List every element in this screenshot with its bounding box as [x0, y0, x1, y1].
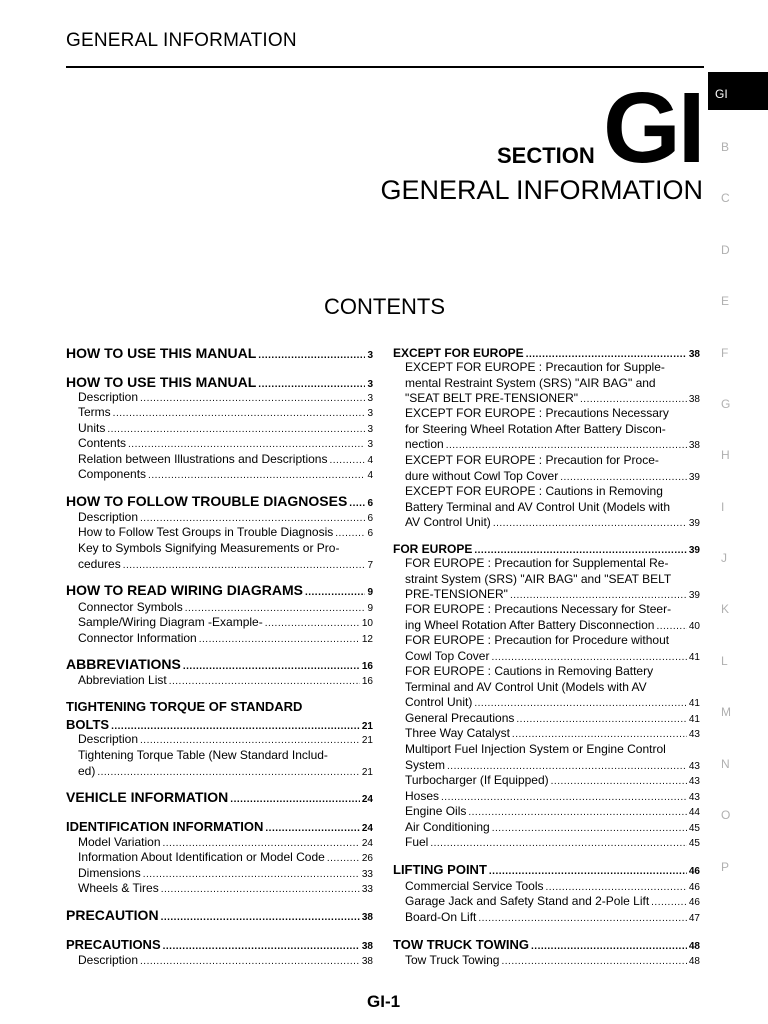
contents-title: CONTENTS: [324, 294, 445, 319]
toc-entry[interactable]: [405, 602, 700, 634]
toc-page-number: 6: [367, 498, 373, 509]
toc-entry-title-line: Multiport Fuel Injection System or Engine Control: [405, 742, 666, 756]
toc-leader: [148, 468, 365, 484]
toc-entry-title: nection: [405, 437, 444, 451]
toc-leader: [128, 437, 365, 453]
toc-entry-title-line: Terminal and AV Control Unit (Models with AV: [405, 679, 647, 694]
toc-entry[interactable]: [405, 894, 700, 911]
tab-d[interactable]: [708, 231, 768, 269]
tab-label: K: [721, 602, 730, 616]
toc-entry[interactable]: [78, 467, 373, 484]
toc-entry[interactable]: [78, 405, 373, 422]
tab-k[interactable]: [708, 590, 768, 628]
toc-entry-title-line: Tightening Torque Table (New Standard Includ-: [78, 748, 328, 762]
toc-leader: [493, 516, 687, 532]
toc-leader: [491, 650, 686, 666]
toc-page-number: 43: [688, 776, 700, 787]
toc-page-number: 9: [367, 587, 373, 598]
toc-entry-title: cedures: [78, 556, 121, 571]
toc-page-number: 38: [361, 912, 373, 923]
tab-label: N: [721, 757, 730, 771]
toc-section-title: LIFTING POINT: [393, 862, 487, 877]
toc-leader: [161, 909, 360, 926]
toc-page-number: 16: [361, 676, 373, 687]
toc-section[interactable]: [66, 582, 373, 601]
section-label: SECTION: [497, 143, 595, 168]
tab-m[interactable]: [708, 693, 768, 731]
toc-entry[interactable]: [405, 556, 700, 604]
toc-leader: [430, 836, 687, 852]
tab-p[interactable]: [708, 848, 768, 886]
tab-n[interactable]: [708, 745, 768, 783]
toc-entry[interactable]: [78, 525, 373, 542]
toc-entry-title-line: for Steering Wheel Rotation After Battery Discon-: [405, 421, 666, 436]
toc-section[interactable]: [66, 907, 373, 926]
toc-entry-title-line: FOR EUROPE : Precaution for Procedure without: [405, 633, 670, 647]
toc-entry[interactable]: [78, 436, 373, 453]
toc-section-title: HOW TO FOLLOW TROUBLE DIAGNOSES: [66, 493, 348, 509]
toc-leader: [512, 727, 687, 743]
tab-label: I: [721, 500, 725, 514]
toc-entry-title: Description: [78, 390, 139, 404]
toc-entry-title: Description: [78, 732, 139, 746]
toc-entry-title-line: FOR EUROPE : Precautions Necessary for Steer-: [405, 602, 672, 616]
toc-entry-title-line: Key to Symbols Signifying Measurements or Pro-: [78, 541, 340, 555]
toc-entry-title: Wheels & Tires: [78, 881, 159, 895]
toc-entry-title: dure without Cowl Top Cover: [405, 468, 559, 483]
tab-label: G: [721, 397, 731, 411]
page-number: GI-1: [367, 992, 401, 1011]
tab-label: B: [721, 140, 730, 154]
toc-leader: [97, 765, 360, 781]
toc-entry-title: General Precautions: [405, 711, 515, 725]
toc-page-number: 21: [361, 721, 373, 732]
tab-label: J: [721, 551, 727, 565]
toc-page-number: 39: [688, 518, 700, 529]
toc-leader: [446, 438, 687, 454]
toc-entry-title: Sample/Wiring Diagram -Example-: [78, 615, 263, 629]
toc-entry-title: Dimensions: [78, 866, 141, 880]
toc-page-number: 39: [688, 471, 700, 483]
toc-entry-title: Contents: [78, 436, 127, 450]
tab-label: C: [721, 191, 730, 205]
toc-entry[interactable]: [78, 732, 373, 749]
toc-entry-title-line: Battery Terminal and AV Control Unit (Models with: [405, 499, 671, 514]
toc-entry-title: Air Conditioning: [405, 820, 490, 834]
toc-entry-title: Three Way Catalyst: [405, 726, 510, 740]
toc-entry[interactable]: [405, 726, 700, 743]
header-rule: [66, 66, 704, 68]
section-code: GI: [603, 72, 703, 184]
toc-page-number: 21: [361, 735, 373, 746]
toc-entry-title-line: FOR EUROPE : Cautions in Removing Battery: [405, 664, 654, 678]
toc-entry-title: Terms: [78, 405, 111, 419]
toc-entry[interactable]: [405, 360, 700, 408]
toc-leader: [651, 895, 687, 911]
toc-page-number: 3: [367, 408, 373, 419]
toc-entry-title: Hoses: [405, 789, 440, 803]
toc-entry-title: Model Variation: [78, 835, 161, 849]
toc-entry-title: Connector Symbols: [78, 600, 183, 614]
tab-j[interactable]: [708, 539, 768, 577]
toc-page-number: 6: [367, 513, 373, 524]
tab-f[interactable]: [708, 334, 768, 372]
toc-page-number: 9: [367, 603, 373, 614]
toc-entry-title-line: EXCEPT FOR EUROPE : Precaution for Supple-: [405, 360, 665, 374]
toc-leader: [489, 863, 687, 880]
toc-entry-title: ing Wheel Rotation After Battery Disconnection: [405, 617, 655, 632]
toc-page-number: 39: [688, 590, 700, 601]
toc-entry[interactable]: [405, 664, 700, 712]
toc-leader: [140, 733, 360, 749]
toc-entry-title: Information About Identification or Model Code: [78, 850, 325, 864]
tab-label: D: [721, 243, 730, 257]
tab-label: M: [721, 705, 731, 719]
toc-page-number: 24: [361, 823, 373, 834]
tab-e[interactable]: [708, 282, 768, 320]
toc-page-number: 40: [688, 620, 700, 632]
toc-entry-title: "SEAT BELT PRE-TENSIONER": [405, 391, 579, 405]
toc-entry[interactable]: [405, 633, 700, 665]
tab-o[interactable]: [708, 796, 768, 834]
toc-page-number: 4: [367, 470, 373, 481]
toc-page-number: 3: [367, 393, 373, 404]
toc-section-title: HOW TO USE THIS MANUAL: [66, 345, 257, 361]
toc-leader: [305, 584, 365, 601]
toc-leader: [551, 774, 687, 790]
toc-entry-title-line: EXCEPT FOR EUROPE : Precautions Necessary: [405, 406, 669, 420]
toc-page-number: 33: [361, 884, 373, 895]
tab-label: F: [721, 346, 729, 360]
toc-leader: [656, 619, 686, 635]
toc-entry-title: Connector Information: [78, 631, 197, 645]
toc-page-number: 44: [688, 807, 700, 818]
toc-page-number: 10: [361, 618, 373, 629]
toc-entry[interactable]: [78, 673, 373, 690]
toc-entry-title: Board-On Lift: [405, 910, 477, 924]
toc-entry[interactable]: [78, 748, 373, 780]
toc-section-title: TOW TRUCK TOWING: [393, 937, 530, 952]
toc-page-number: 43: [688, 792, 700, 803]
toc-page-number: 46: [688, 897, 700, 908]
toc-page-number: 38: [688, 440, 700, 451]
toc-entry[interactable]: [405, 953, 700, 970]
toc-page-number: 48: [688, 956, 700, 967]
toc-section-title: PRECAUTION: [66, 907, 159, 923]
toc-page-number: 38: [361, 941, 373, 952]
toc-leader: [161, 882, 360, 898]
toc-section-title: ABBREVIATIONS: [66, 656, 181, 672]
toc-page-number: 4: [367, 455, 373, 466]
toc-section-title: IDENTIFICATION INFORMATION: [66, 819, 264, 834]
toc-entry[interactable]: [78, 615, 373, 632]
tab-label: P: [721, 860, 730, 874]
toc-entry[interactable]: [405, 835, 700, 852]
toc-section[interactable]: [393, 861, 700, 880]
toc-entry-title: ed): [78, 763, 96, 778]
toc-entry-title: How to Follow Test Groups in Trouble Diagnosis: [78, 525, 334, 539]
toc-entry-title: PRE-TENSIONER": [405, 587, 508, 601]
toc-entry-title: Commercial Service Tools: [405, 879, 544, 893]
toc-page-number: 41: [688, 651, 700, 663]
toc-section-title: BOLTS: [66, 717, 110, 732]
toc-entry-title-line: FOR EUROPE : Precaution for Supplemental Re-: [405, 556, 669, 570]
toc-section-title: HOW TO USE THIS MANUAL: [66, 374, 257, 390]
toc-section[interactable]: [66, 789, 373, 808]
toc-leader: [478, 911, 687, 927]
toc-section-title: HOW TO READ WIRING DIAGRAMS: [66, 582, 303, 598]
toc-entry[interactable]: [405, 742, 700, 774]
toc-leader: [501, 954, 686, 970]
toc-page-number: 6: [367, 528, 373, 539]
toc-section-title-line: TIGHTENING TORQUE OF STANDARD: [66, 699, 303, 714]
toc-entry[interactable]: [405, 773, 700, 790]
toc-page-number: 7: [367, 559, 373, 571]
toc-entry-title: Engine Oils: [405, 804, 467, 818]
tab-b[interactable]: [708, 128, 768, 166]
toc-entry-title: Fuel: [405, 835, 429, 849]
tab-label: GI: [715, 87, 728, 101]
toc-page-number: 3: [367, 350, 373, 361]
toc-entry[interactable]: [405, 453, 700, 485]
toc-entry-title: Abbreviation List: [78, 673, 167, 687]
tab-g[interactable]: [708, 385, 768, 423]
toc-leader: [468, 805, 687, 821]
toc-page-number: 12: [361, 634, 373, 645]
toc-entry[interactable]: [78, 850, 373, 867]
toc-entry[interactable]: [78, 631, 373, 648]
toc-leader: [230, 791, 360, 808]
toc-leader: [258, 347, 365, 364]
toc-page-number: 38: [688, 349, 700, 360]
toc-leader: [113, 406, 366, 422]
toc-entry-title: Cowl Top Cover: [405, 648, 490, 663]
toc-entry-title-line: straint System (SRS) "AIR BAG" and "SEAT BELT: [405, 571, 672, 586]
toc-entry-title: System: [405, 757, 446, 772]
toc-entry-title-line: EXCEPT FOR EUROPE : Cautions in Removing: [405, 484, 663, 498]
section-name: GENERAL INFORMATION: [380, 175, 703, 205]
toc-leader: [169, 674, 360, 690]
toc-page-number: 3: [367, 379, 373, 390]
toc-page-number: 45: [688, 823, 700, 834]
toc-leader: [265, 616, 360, 632]
toc-entry[interactable]: [78, 541, 373, 573]
tab-gi[interactable]: [708, 72, 768, 110]
toc-entry-title-line: EXCEPT FOR EUROPE : Precaution for Proce-: [405, 453, 659, 467]
toc-page-number: 48: [688, 941, 700, 952]
toc-entry-title: Garage Jack and Safety Stand and 2-Pole Lift: [405, 894, 650, 908]
toc-page-number: 41: [688, 698, 700, 709]
toc-leader: [327, 851, 360, 867]
toc-entry-title: Description: [78, 953, 139, 967]
tab-label: L: [721, 654, 728, 668]
tab-label: H: [721, 448, 730, 462]
toc-section-title: FOR EUROPE: [393, 542, 473, 556]
toc-page-number: 43: [688, 729, 700, 740]
toc-leader: [335, 526, 365, 542]
toc-page-number: 26: [361, 853, 373, 864]
toc-page-number: 45: [688, 838, 700, 849]
toc-page-number: 38: [688, 394, 700, 405]
tab-h[interactable]: [708, 436, 768, 474]
toc-entry[interactable]: [405, 804, 700, 821]
toc-page-number: 41: [688, 714, 700, 725]
toc-page-number: 16: [361, 661, 373, 672]
tab-c[interactable]: [708, 179, 768, 217]
toc-entry-title: Control Unit): [405, 695, 473, 709]
toc-page-number: 33: [361, 869, 373, 880]
toc-entry-title-line: mental Restraint System (SRS) "AIR BAG" and: [405, 375, 656, 390]
toc-entry-title: Components: [78, 467, 147, 481]
toc-entry-title: Units: [78, 421, 106, 435]
toc-leader: [474, 696, 687, 712]
toc-page-number: 21: [361, 766, 373, 778]
toc-page-number: 24: [361, 838, 373, 849]
toc-section-title: VEHICLE INFORMATION: [66, 789, 229, 805]
toc-section-title: EXCEPT FOR EUROPE: [393, 346, 524, 360]
toc-page-number: 24: [361, 794, 373, 805]
toc-entry[interactable]: [405, 484, 700, 532]
toc-entry-title: Relation between Illustrations and Descriptions: [78, 452, 328, 466]
tab-label: O: [721, 808, 731, 822]
tab-i[interactable]: [708, 488, 768, 526]
toc-entry-title: Tow Truck Towing: [405, 953, 500, 967]
toc-entry-title: AV Control Unit): [405, 515, 491, 529]
toc-entry[interactable]: [405, 406, 700, 454]
toc-entry-title: Description: [78, 510, 139, 524]
toc-leader: [199, 632, 360, 648]
toc-page-number: 3: [367, 424, 373, 435]
tab-l[interactable]: [708, 642, 768, 680]
toc-entry[interactable]: [78, 953, 373, 970]
toc-section-title: PRECAUTIONS: [66, 937, 161, 952]
toc-page-number: 38: [361, 956, 373, 967]
toc-entry[interactable]: [405, 910, 700, 927]
toc-page-number: 46: [688, 882, 700, 893]
toc-entry[interactable]: [78, 881, 373, 898]
toc-page-number: 43: [688, 760, 700, 772]
toc-page-number: 47: [688, 913, 700, 924]
running-header-title: GENERAL INFORMATION: [66, 30, 297, 51]
toc-page-number: 46: [688, 866, 700, 877]
toc-section[interactable]: [66, 345, 373, 364]
toc-leader: [560, 470, 687, 486]
toc-page-number: 39: [688, 545, 700, 556]
toc-leader: [123, 558, 366, 574]
tab-label: E: [721, 294, 730, 308]
toc-section[interactable]: [66, 698, 373, 735]
toc-entry-title: Turbocharger (If Equipped): [405, 773, 549, 787]
toc-leader: [447, 759, 687, 775]
toc-leader: [140, 954, 360, 970]
toc-page-number: 3: [367, 439, 373, 450]
